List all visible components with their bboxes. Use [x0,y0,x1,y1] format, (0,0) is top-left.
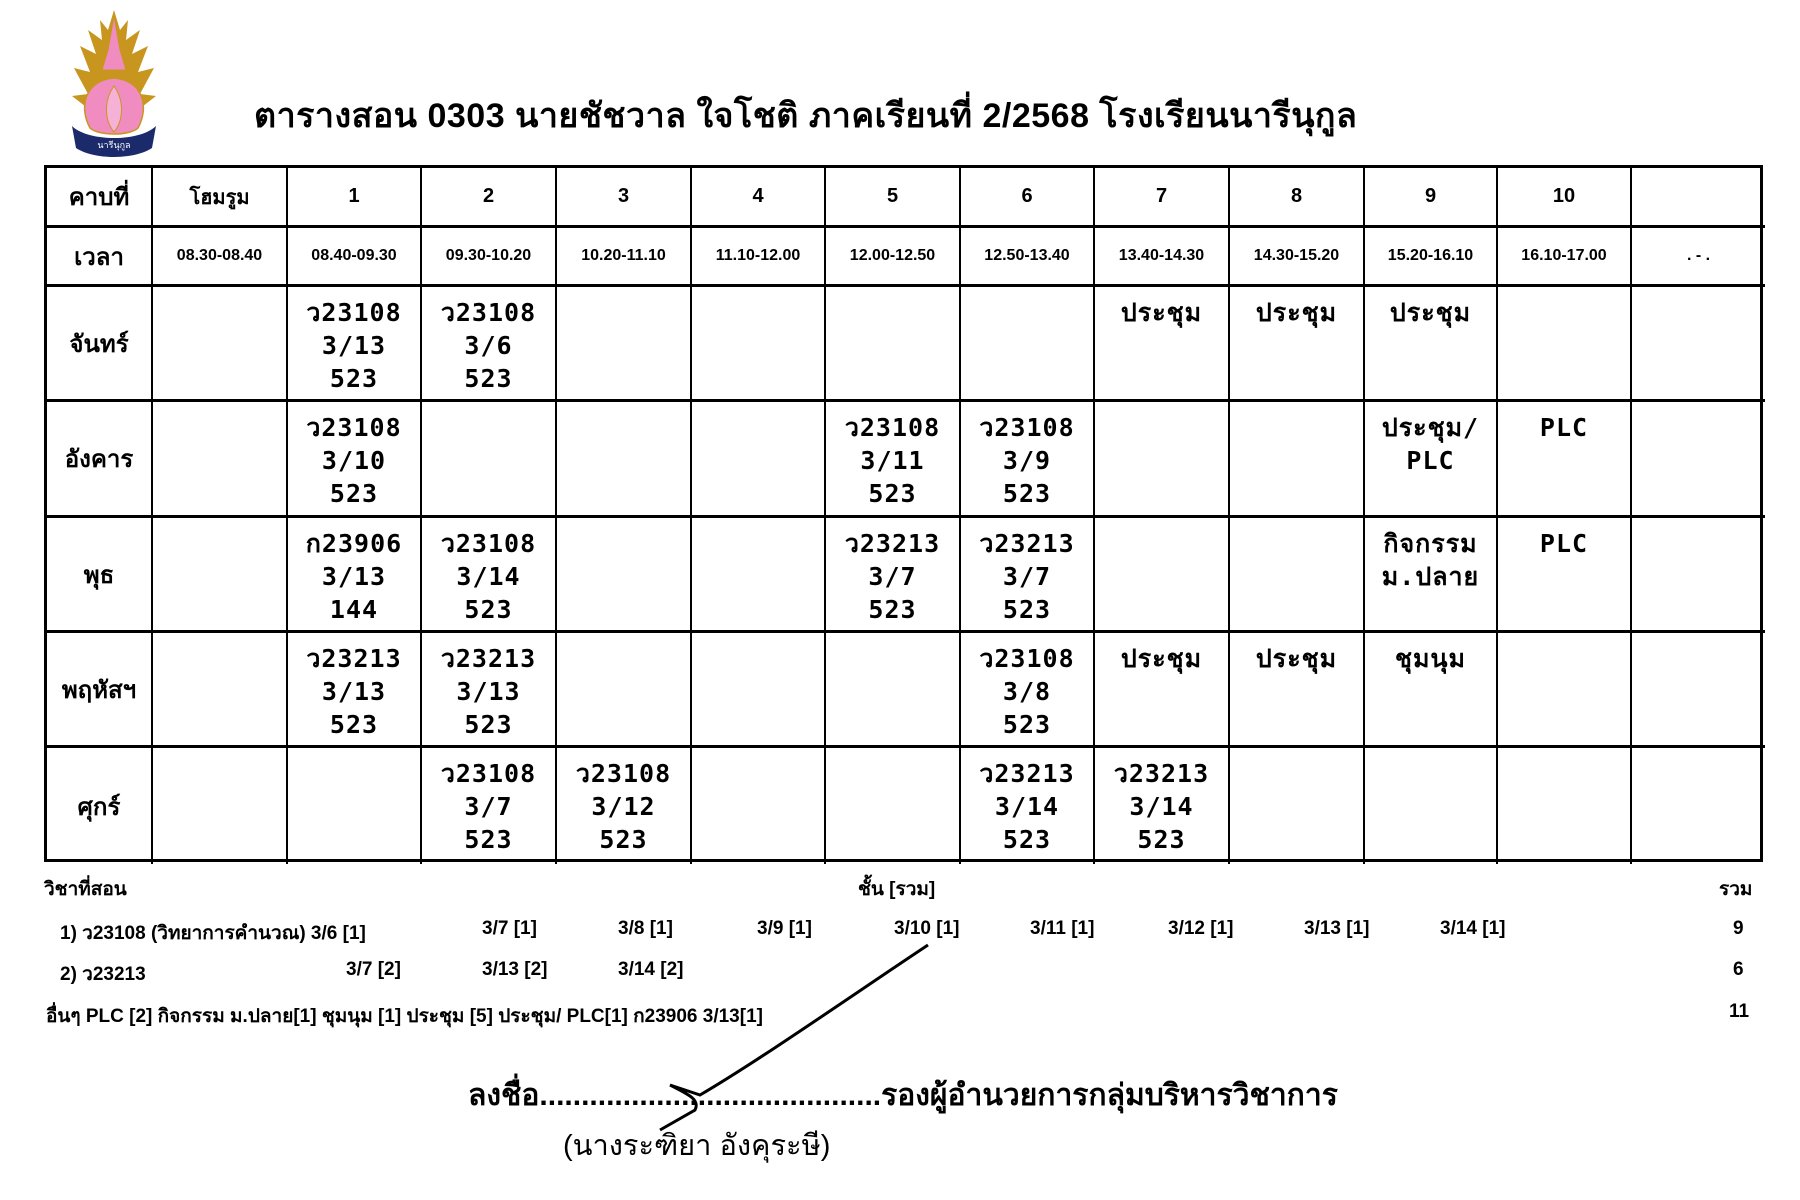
slot-line: ก23906 [305,529,403,558]
slot-line: กิจกรรม [1383,529,1478,558]
slot-line: ว23108 [979,413,1075,442]
slot-line: 523 [1002,825,1052,854]
timetable-slot [826,287,961,402]
timetable-slot [1498,633,1632,748]
period-header [1632,168,1765,228]
summary-class-count: 3/12 [1] [1168,918,1234,939]
slot-line: PLC [1539,413,1589,442]
period-header: 6 [961,168,1095,228]
timetable-slot [1230,402,1365,518]
slot-line: 3/14 [1129,792,1194,821]
slot-line: 3/7 [1002,562,1052,591]
slot-line: 3/10 [321,446,387,475]
slot-line: 523 [464,825,513,854]
slot-line: ว23213 [1113,759,1210,788]
period-header: 1 [288,168,422,228]
slot-line: 3/8 [1002,677,1052,706]
slot-line: 523 [599,825,648,854]
slot-line: ว23108 [440,759,537,788]
timetable-slot [1365,518,1498,633]
slot-line: ว23213 [440,644,537,673]
timetable-slot [826,402,961,518]
slot-line: 3/13 [321,331,387,360]
slot-line: 3/12 [591,792,656,821]
timetable-slot [1365,748,1498,864]
timetable-slot [1365,402,1498,518]
timetable-slot [1230,287,1365,402]
slot-line: 3/7 [464,792,513,821]
slot-line: 3/13 [321,677,387,706]
time-header: 14.30-15.20 [1230,228,1365,287]
timetable-slot [1095,748,1230,864]
timetable-slot [692,633,826,748]
slot-line: ว23213 [979,759,1075,788]
summary-class-count: 3/7 [2] [346,959,401,980]
timetable-slot [1095,287,1230,402]
day-label: พุธ [47,518,153,633]
slot-line: 523 [868,595,917,624]
timetable [44,165,1763,862]
timetable-slot [692,402,826,518]
time-header: 11.10-12.00 [692,228,826,287]
timetable-slot [422,748,557,864]
period-header: 5 [826,168,961,228]
timetable-slot [961,287,1095,402]
summary-class-count: 3/14 [1] [1440,918,1506,939]
period-header: 8 [1230,168,1365,228]
slot-line: 523 [329,710,379,739]
logo-text: นารีนุกูล [97,141,131,151]
slot-line: ประชุม [1255,644,1338,673]
timetable-slot [1498,518,1632,633]
slot-line: ประชุม/ [1381,413,1480,442]
slot-line: ว23213 [979,529,1075,558]
slot-line: ว23108 [306,413,402,442]
timetable-slot [422,518,557,633]
summary-class-count: 3/13 [2] [482,959,548,980]
period-header: 10 [1498,168,1632,228]
timetable-slot [1632,287,1765,402]
summary-other: อื่นๆ PLC [2] กิจกรรม ม.ปลาย[1] ชุมนุม [1] ประชุม [5] ประชุม/ PLC[1] ก23906 3/13[1] [46,1006,763,1027]
time-header: 16.10-17.00 [1498,228,1632,287]
time-header-label: เวลา [47,228,153,287]
timetable-slot [692,287,826,402]
summary-class-count: 3/11 [1] [1030,918,1095,939]
timetable-slot [288,287,422,402]
timetable-slot [1632,748,1765,864]
time-header: 09.30-10.20 [422,228,557,287]
slot-line: 3/9 [1002,446,1052,475]
timetable-slot [961,402,1095,518]
signature-line: ลงชื่อ.........................................รองผู้อำนวยการกลุ่มบริหารวิชาการ [468,1079,1338,1112]
slot-line: ว23108 [575,759,672,788]
timetable-slot [826,748,961,864]
slot-line: ประชุม [1389,298,1472,327]
day-label: อังคาร [47,402,153,518]
timetable-slot [826,518,961,633]
summary-class-count: 3/14 [2] [618,959,684,980]
page-title: ตารางสอน 0303 นายชัชวาล ใจโชติ ภาคเรียนที่ 2/2568 โรงเรียนนารีนุกูล [254,97,1358,135]
timetable-slot [288,402,422,518]
slot-line: 523 [1002,710,1052,739]
period-header: 4 [692,168,826,228]
slot-line: ชุมนุม [1394,644,1467,673]
slot-line: ว23108 [844,413,941,442]
time-header: 12.50-13.40 [961,228,1095,287]
slot-line: 3/11 [860,446,925,475]
timetable-slot [1498,402,1632,518]
timetable-slot [1230,518,1365,633]
timetable-slot [1365,287,1498,402]
timetable-slot [1632,633,1765,748]
timetable-slot [1095,402,1230,518]
signatory-name: (นางระฑิยา อังคุระษี) [563,1130,831,1162]
timetable-slot [1498,287,1632,402]
slot-line: 523 [329,479,379,508]
timetable-slot [153,402,288,518]
slot-line: 523 [464,364,513,393]
period-header: 2 [422,168,557,228]
slot-line: ม.ปลาย [1381,562,1480,591]
slot-line: ประชุม [1255,298,1338,327]
time-header: 12.00-12.50 [826,228,961,287]
time-header: 15.20-16.10 [1365,228,1498,287]
slot-line: PLC [1539,529,1589,558]
timetable-slot [1632,402,1765,518]
summary-other-total: 11 [1729,1001,1750,1022]
summary-class-count: 3/8 [1] [618,918,673,939]
summary-total: 6 [1733,959,1744,980]
timetable-slot [288,748,422,864]
summary-class-count: 3/13 [1] [1304,918,1370,939]
timetable-slot [557,402,692,518]
slot-line: 523 [329,364,379,393]
timetable-slot [1365,633,1498,748]
slot-line: ประชุม [1120,298,1203,327]
slot-line: 523 [1137,825,1186,854]
slot-line: 3/6 [464,331,513,360]
period-header: 9 [1365,168,1498,228]
timetable-slot [692,518,826,633]
slot-line: 3/14 [456,562,521,591]
time-header: 10.20-11.10 [557,228,692,287]
timetable-slot [422,287,557,402]
timetable-slot [1230,633,1365,748]
day-label: ศุกร์ [47,748,153,864]
timetable-slot [422,633,557,748]
slot-line: ประชุม [1120,644,1203,673]
slot-line: ว23213 [844,529,941,558]
summary-class-count: 3/9 [1] [757,918,812,939]
timetable-slot [153,518,288,633]
slot-line: 523 [868,479,917,508]
summary-subject: 1) ว23108 (วิทยาการคำนวณ) 3/6 [1] [60,923,366,944]
timetable-slot [692,748,826,864]
timetable-slot [153,633,288,748]
slot-line: ว23108 [306,298,402,327]
time-header: 08.40-09.30 [288,228,422,287]
timetable-slot [288,518,422,633]
timetable-slot [961,748,1095,864]
slot-line: 523 [464,595,513,624]
time-header: . - . [1632,228,1765,287]
subjects-label: วิชาที่สอน [44,879,127,900]
timetable-slot [422,402,557,518]
slot-line: 144 [329,595,379,624]
timetable-slot [1632,518,1765,633]
slot-line: 3/7 [868,562,917,591]
summary-class-count: 3/10 [1] [894,918,960,939]
timetable-slot [1230,748,1365,864]
timetable-slot [557,287,692,402]
period-header-label: คาบที่ [47,168,153,228]
timetable-slot [1095,518,1230,633]
timetable-slot [961,633,1095,748]
slot-line: 523 [1002,595,1052,624]
timetable-slot [153,748,288,864]
slot-line: 3/14 [994,792,1060,821]
school-logo [68,10,160,158]
day-label: พฤหัสฯ [47,633,153,748]
classes-label: ชั้น [รวม] [858,879,936,900]
slot-line: ว23213 [306,644,402,673]
timetable-slot [1498,748,1632,864]
summary-total: 9 [1733,918,1744,939]
slot-line: ว23108 [979,644,1075,673]
total-label: รวม [1719,879,1753,900]
timetable-slot [288,633,422,748]
summary-subject: 2) ว23213 [60,964,146,985]
day-label: จันทร์ [47,287,153,402]
period-header: 7 [1095,168,1230,228]
timetable-slot [1095,633,1230,748]
period-header: โฮมรูม [153,168,288,228]
timetable-slot [153,287,288,402]
slot-line: ว23108 [440,529,537,558]
slot-line: ว23108 [440,298,537,327]
timetable-slot [557,518,692,633]
slot-line: 523 [464,710,513,739]
slot-line: 3/13 [321,562,387,591]
period-header: 3 [557,168,692,228]
slot-line: PLC [1406,446,1455,475]
timetable-slot [557,633,692,748]
time-header: 13.40-14.30 [1095,228,1230,287]
slot-line: 523 [1002,479,1052,508]
summary-class-count: 3/7 [1] [482,918,537,939]
timetable-slot [557,748,692,864]
slot-line: 3/13 [456,677,521,706]
time-header: 08.30-08.40 [153,228,288,287]
timetable-slot [826,633,961,748]
timetable-slot [961,518,1095,633]
